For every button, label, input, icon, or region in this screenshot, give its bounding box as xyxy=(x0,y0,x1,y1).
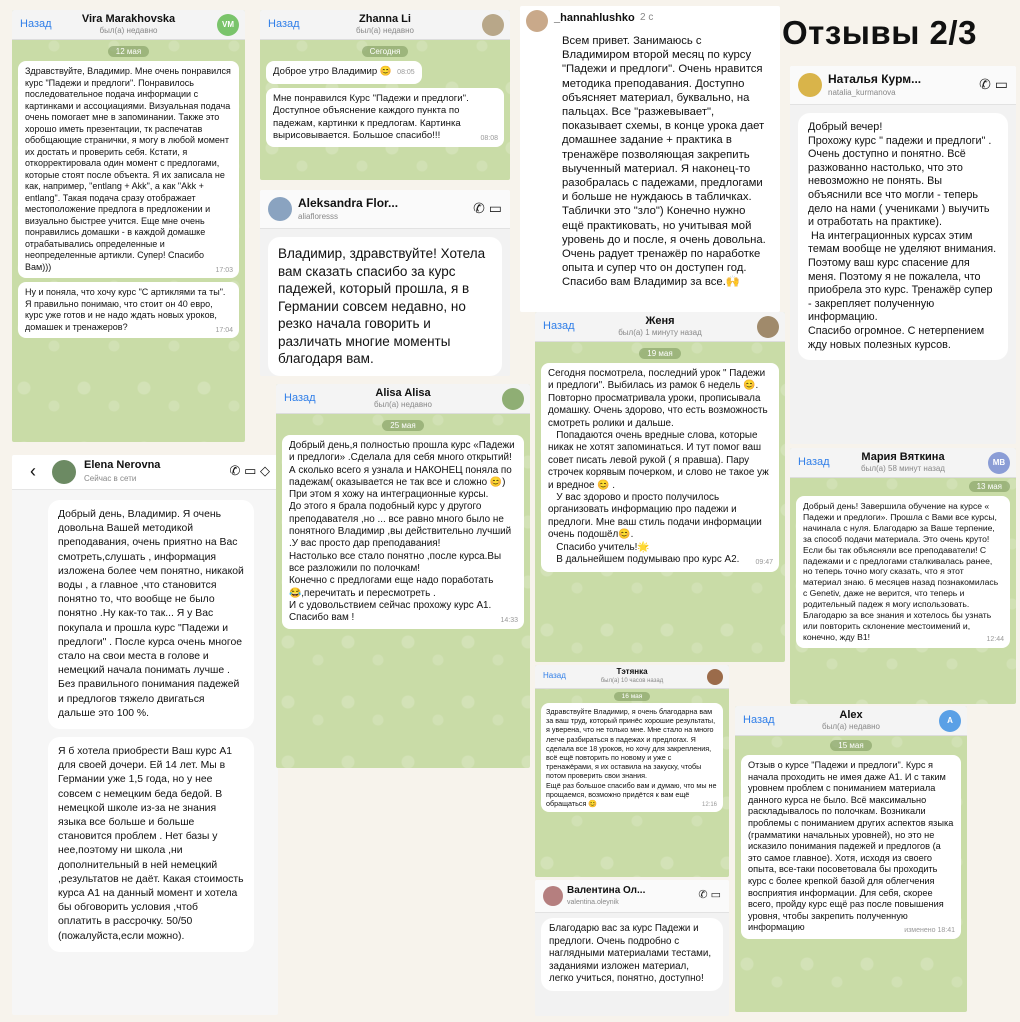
contact-status: был(а) недавно xyxy=(356,26,414,35)
phone-icon[interactable]: ✆ xyxy=(229,463,241,478)
chat-header xyxy=(535,665,729,689)
back-button[interactable]: Назад xyxy=(268,18,300,30)
message-bubble xyxy=(266,88,504,147)
contact-name: Aleksandra Flor... xyxy=(298,196,399,210)
message-time: 12:16 xyxy=(701,802,717,809)
message-text: Добрый вечер! Прохожу курс " падежи и предлоги" . Очень доступно и понятно. Всё разжованно настолько, что это невозможно не понять. Вы объяснили все что могли - теперь дело на нами ( учениками ) выучить и отработать на практике). На интеграционных курсах этим темам вообще не уделяют внимания. Поэтому ваш курс спасение для меня. Поэтому я не пожалела, что приобрела это курс. Тренажёр супер - закрепляет полученную информацию. Спасибо огромное. С нетерпением жду новых полезных курсов. xyxy=(808,121,997,351)
chat-header xyxy=(276,384,530,414)
message-text: Здравствуйте Владимир, я очень благодарна вам за ваш труд, который принёс хорошие результаты, я уверена, что не только мне. Мне стало на много легче разбираться в падежах и предлогах. Я сделала все 18 уроков, но хочу для закрепления, всё ещё повторить по новому и уже с тренажёрами, я их оставила на закуску, чтобы потом проверить свои знания. Ещё раз большое спасибо вам и думаю, что мы не прощаемся, возможно придётся к вам ещё обращаться 😊 xyxy=(546,707,717,809)
phone-icon[interactable]: ✆ xyxy=(979,76,991,92)
video-icon[interactable]: ▭ xyxy=(488,200,502,216)
contact-name: Alisa Alisa xyxy=(375,387,431,399)
chat-card-aleksandra xyxy=(260,190,510,376)
avatar[interactable] xyxy=(526,10,548,32)
contact-name: Мария Вяткина xyxy=(861,451,945,463)
phone-icon[interactable]: ✆ xyxy=(473,200,485,216)
date-badge: 15 мая xyxy=(830,740,871,751)
comment-text: Всем привет. Занимаюсь с Владимиром второй месяц по курсу "Падежи и предлоги". Очень нравится методика преподавания. Доступно объясняет материал, буквально, на пальцах. Все "разжевывает", показывает схемы, в конце урока дает домашнее задание + практика в тренажёре позволяющая закрепить выученный материал. Я наконец-то разобралась с падежами, предлогами и больше не нуждаюсь в табличках. Таблички это "зло") Конечно нужно ещё практиковать, но учитывая мой уровень до и после, я очень довольна. Очень радует тренажёр по наработке опыта и супер что он доступен год. Спасибо вам Владимир за все.🙌 xyxy=(562,35,766,289)
message-bubble xyxy=(541,918,723,991)
phone-icon[interactable]: ✆ xyxy=(698,889,708,901)
chat-card-zhanna xyxy=(260,10,510,180)
contact-name: Alex xyxy=(839,709,863,721)
contact-status: был(а) 58 минут назад xyxy=(861,464,945,473)
chat-header xyxy=(260,10,510,40)
back-button[interactable]: Назад xyxy=(20,18,52,30)
message-text: Доброе утро Владимир 😊 xyxy=(273,66,392,77)
message-text: Благодарю вас за курс Падежи и предлоги. Очень подробно с наглядными материалами тестами, заданиями изложен материал, легко учиться, понятно, доступно! xyxy=(549,923,714,985)
contact-name: Женя xyxy=(645,315,675,327)
contact-status: был(а) недавно xyxy=(374,400,432,409)
chat-card-valentina xyxy=(535,880,729,1016)
video-icon[interactable]: ▭ xyxy=(994,76,1008,92)
message-bubble xyxy=(18,282,239,338)
contact-handle: valentina.oleynik xyxy=(567,899,619,906)
username: _hannahlushko xyxy=(554,12,635,24)
message-bubble xyxy=(18,61,239,278)
message-text: Добрый день! Завершила обучение на курсе « Падежи и предлоги». Прошла с Вами все курсы, начинала с нуля. Благодарю за Ваше терпение, за способ подачи материала. Это очень круто! Если бы так объясняли все преподаватели! С падежами и с предлогами сталкивалась ранее, но теперь точно могу сказать, что я этот материал знаю. 6 месяцев назад познакомилась с Genetiv, даже не верится, что теперь и родительный падеж я могу использовать. Благодарю за все знания и хотелось бы узнать или повторить склонение местоимений и, конечно, жду В1! xyxy=(803,501,1001,642)
back-arrow-icon[interactable]: ‹ xyxy=(30,461,36,481)
contact-name: Zhanna Li xyxy=(359,13,411,25)
chat-card-maria xyxy=(790,448,1016,704)
chat-header xyxy=(12,10,245,40)
contact-handle: aliafloresss xyxy=(298,212,339,221)
comment-card-hannahlushko xyxy=(520,6,780,312)
chat-header xyxy=(735,706,967,736)
video-icon[interactable]: ▭ xyxy=(244,463,257,478)
contact-name: Валентина Ол... xyxy=(567,885,646,896)
chat-card-vira xyxy=(12,10,245,442)
message-time: 08:05 xyxy=(397,69,415,76)
message-time: 14:33 xyxy=(500,617,518,625)
avatar[interactable] xyxy=(52,460,76,484)
date-badge: 16 мая xyxy=(614,692,651,701)
date-badge: Сегодня xyxy=(362,46,409,57)
contact-name: Vira Marakhovska xyxy=(81,13,176,25)
contact-status: был(а) 1 минуту назад xyxy=(618,328,702,337)
chat-header xyxy=(535,880,729,913)
contact-status: был(а) недавно xyxy=(822,722,880,731)
back-button[interactable]: Назад xyxy=(798,456,830,468)
chat-header xyxy=(535,312,785,342)
avatar[interactable] xyxy=(268,197,292,221)
comment-time: 2 с xyxy=(640,12,654,23)
date-badge: 13 мая xyxy=(969,481,1010,492)
message-bubble xyxy=(741,755,961,939)
chat-card-elena xyxy=(12,455,278,1015)
message-bubble xyxy=(541,703,723,812)
avatar[interactable] xyxy=(502,388,524,410)
date-badge: 12 мая xyxy=(108,46,149,57)
chat-header xyxy=(790,448,1016,478)
message-time: 08:08 xyxy=(480,134,498,142)
message-time: 17:03 xyxy=(215,266,233,274)
avatar[interactable] xyxy=(798,73,822,97)
contact-status: Сейчас в сети xyxy=(84,474,137,483)
chat-card-alex xyxy=(735,706,967,1012)
contact-name: Наталья Курм... xyxy=(828,72,922,86)
avatar[interactable] xyxy=(482,14,504,36)
back-button[interactable]: Назад xyxy=(543,320,575,332)
avatar[interactable] xyxy=(707,669,723,685)
date-badge: 25 мая xyxy=(382,420,423,431)
message-bubble xyxy=(798,113,1008,360)
back-button[interactable]: Назад xyxy=(743,714,775,726)
avatar[interactable]: A xyxy=(939,710,961,732)
avatar[interactable] xyxy=(543,886,563,906)
contact-status: был(а) недавно xyxy=(99,26,158,35)
chat-header xyxy=(790,66,1016,105)
message-text: Владимир, здравствуйте! Хотела вам сказать спасибо за курс падежей, который прошла, я в Германии совсем недавно, но резко начала говорить и различать многие моменты благодаря вам. xyxy=(278,246,489,366)
contact-name: Тэтянка xyxy=(616,667,648,676)
message-bubble xyxy=(266,61,422,84)
page-title: Отзывы 2/3 xyxy=(782,14,977,51)
date-badge: 19 мая xyxy=(639,348,680,359)
avatar[interactable]: VM xyxy=(217,14,239,36)
message-bubble xyxy=(48,737,254,952)
back-button[interactable]: Назад xyxy=(543,671,566,680)
tag-icon[interactable]: ◇ xyxy=(260,463,270,478)
message-time: 12:44 xyxy=(986,635,1004,643)
back-button[interactable]: Назад xyxy=(284,392,316,404)
message-time: изменено 18:41 xyxy=(904,927,955,935)
message-text: Отзыв о курсе "Падежи и предлоги". Курс я начала проходить не имея даже А1. И с таким уровнем проблем с пониманием материала данного курса не было. Всё максимально раскладывалось по полочкам. Возникали проблемы с пониманием других аспектов языка (грамматики начальных уровней), но это не исказило понимания падежей и предлогов (а это самое главное). Хотя, исходя из своего опыта, все-таки посоветовала бы проходить курс с более крепкой базой для облегчения восприятия информации. Для себя, скорее всего, пройду курс ещё раз после повышения уровня, чтобы закрепить полученную информацию xyxy=(748,760,956,933)
message-text: Я б хотела приобрести Ваш курс А1 для своей дочери. Ей 14 лет. Мы в Германии уже 1,5 года, но у нее совсем с немецким беда бедой. В немецкой школе из-за не знания языка все больше и больше становится проблем . Нет базы у нее,поэтому ни школа ,ни дополнительный в ней немецкий ,результатов не даёт. Какая стоимость курса А1 на данный момент и хотела бы обговорить условия ,чтоб оплатить в рассрочку. 50/50 (пожалуйста,если можно). xyxy=(58,746,247,942)
avatar[interactable]: MB xyxy=(988,452,1010,474)
message-text: Добрый день,я полностью прошла курс «Падежи и предлоги» .Сделала для себя много открытий! А сколько всего я узнала и НАКОНЕЦ поняла по падежам( оказывается не так все и сложно 😊) При этом я хожу на интеграционные курсы. До этого я брала подобный курс у другого преподавателя ,но ... все равно много было не понятного Владимир ,вы действительно лучший .У вас просто дар преподавания! Настолько все стало понятно ,после курса.Вы все разложили по полочкам! Конечно с предлогами еще надо поработать😂,перечитать и пересмотреть . И с удовольствием сейчас прохожу курс А1. Спасибо вам ! xyxy=(289,440,515,624)
avatar[interactable] xyxy=(757,316,779,338)
message-bubble xyxy=(282,435,524,629)
video-icon[interactable]: ▭ xyxy=(710,889,721,901)
message-text: Мне понравился Курс "Падежи и предлоги". Доступное объяснение каждого пункта по падежам, картинки к предлогам. Картинка вырисовывается. Большое спасибо!!! xyxy=(273,93,472,141)
message-text: Ну и поняла, что хочу курс "С артиклями та ты". Я правильно понимаю, что стоит он 40 евро, курс уже готов и не надо ждать новых уроков, домашек и тренажеров? xyxy=(25,287,228,332)
message-text: Добрый день, Владимир. Я очень довольна Вашей методикой преподавания, очень приятно на Вас смотреть,слушать , информация изложена более чем понятно, никакой воды , а главное ,что становится понятно то, что вообще не было понятно .Ну как-то так... Я у Вас покупала и прошла курс "Падежи и предлоги" . После курса очень многое стало на свои места в голове и немецкий начала понимать лучше . Без правильного понимания падежей и предлогов тяжело двигаться дальше это 100 %. xyxy=(58,509,247,719)
chat-card-tetyanka xyxy=(535,665,729,877)
message-bubble xyxy=(796,496,1010,648)
message-time: 09:47 xyxy=(755,559,773,567)
message-text: Здравствуйте, Владимир. Мне очень понравился курс "Падежи и предлоги". Понравилось последовательное подача информации с картинками и ассоциациями. Визуальная подача очень помогает мне в запоминании. Также это хорошо иметь презентации, тк распечатав обобщающие странички, я могу в любой момент их достать и проверить себя. Кстати, я откорректировала один момент с предлогами, которые стоят после объекта. Я их записала не как, например, "entlang + Akk", а как "Akk + entlang". Такая подача сразу отображает местоположение предлога в предложении и визуально быстрее учится. Еще мне очень понравились домашки - в каждой домашке отрабатывались определенные и неопределенные артикли. Супер! Спасибо Вам))) xyxy=(25,66,234,272)
chat-card-zhenya xyxy=(535,312,785,662)
message-bubble xyxy=(541,363,779,572)
message-time: 17:04 xyxy=(215,326,233,334)
contact-name: Elena Nerovna xyxy=(84,459,161,471)
message-bubble xyxy=(48,500,254,729)
message-bubble xyxy=(268,237,502,376)
chat-card-natalia xyxy=(790,66,1016,444)
contact-status: был(а) 10 часов назад xyxy=(600,678,664,684)
message-text: Сегодня посмотрела, последний урок " Падежи и предлоги". Выбилась из рамок 6 недель 😊. Повторно просматривала уроки, прописывала домашку. Очень здорово, что есть возможность смотреть ролики и дальше. Попадаются очень вредные слова, которые никак не хотят запоминаться. И тут помог ваш совет писать левой рукой ( я правша). Пару строчек корявым почерком, и слово не такое уж и вредное 😊 . У вас здорово и просто получилось организовать информацию про падежи и предлоги. Мне ваш стиль подачи информации очень подошёл😊. Спасибо учитель!🌟 В дальнейшем подумываю про курс А2. xyxy=(548,368,769,566)
chat-header xyxy=(12,455,278,490)
contact-handle: natalia_kurmanova xyxy=(828,88,896,97)
chat-card-alisa xyxy=(276,384,530,768)
chat-header xyxy=(260,190,510,229)
